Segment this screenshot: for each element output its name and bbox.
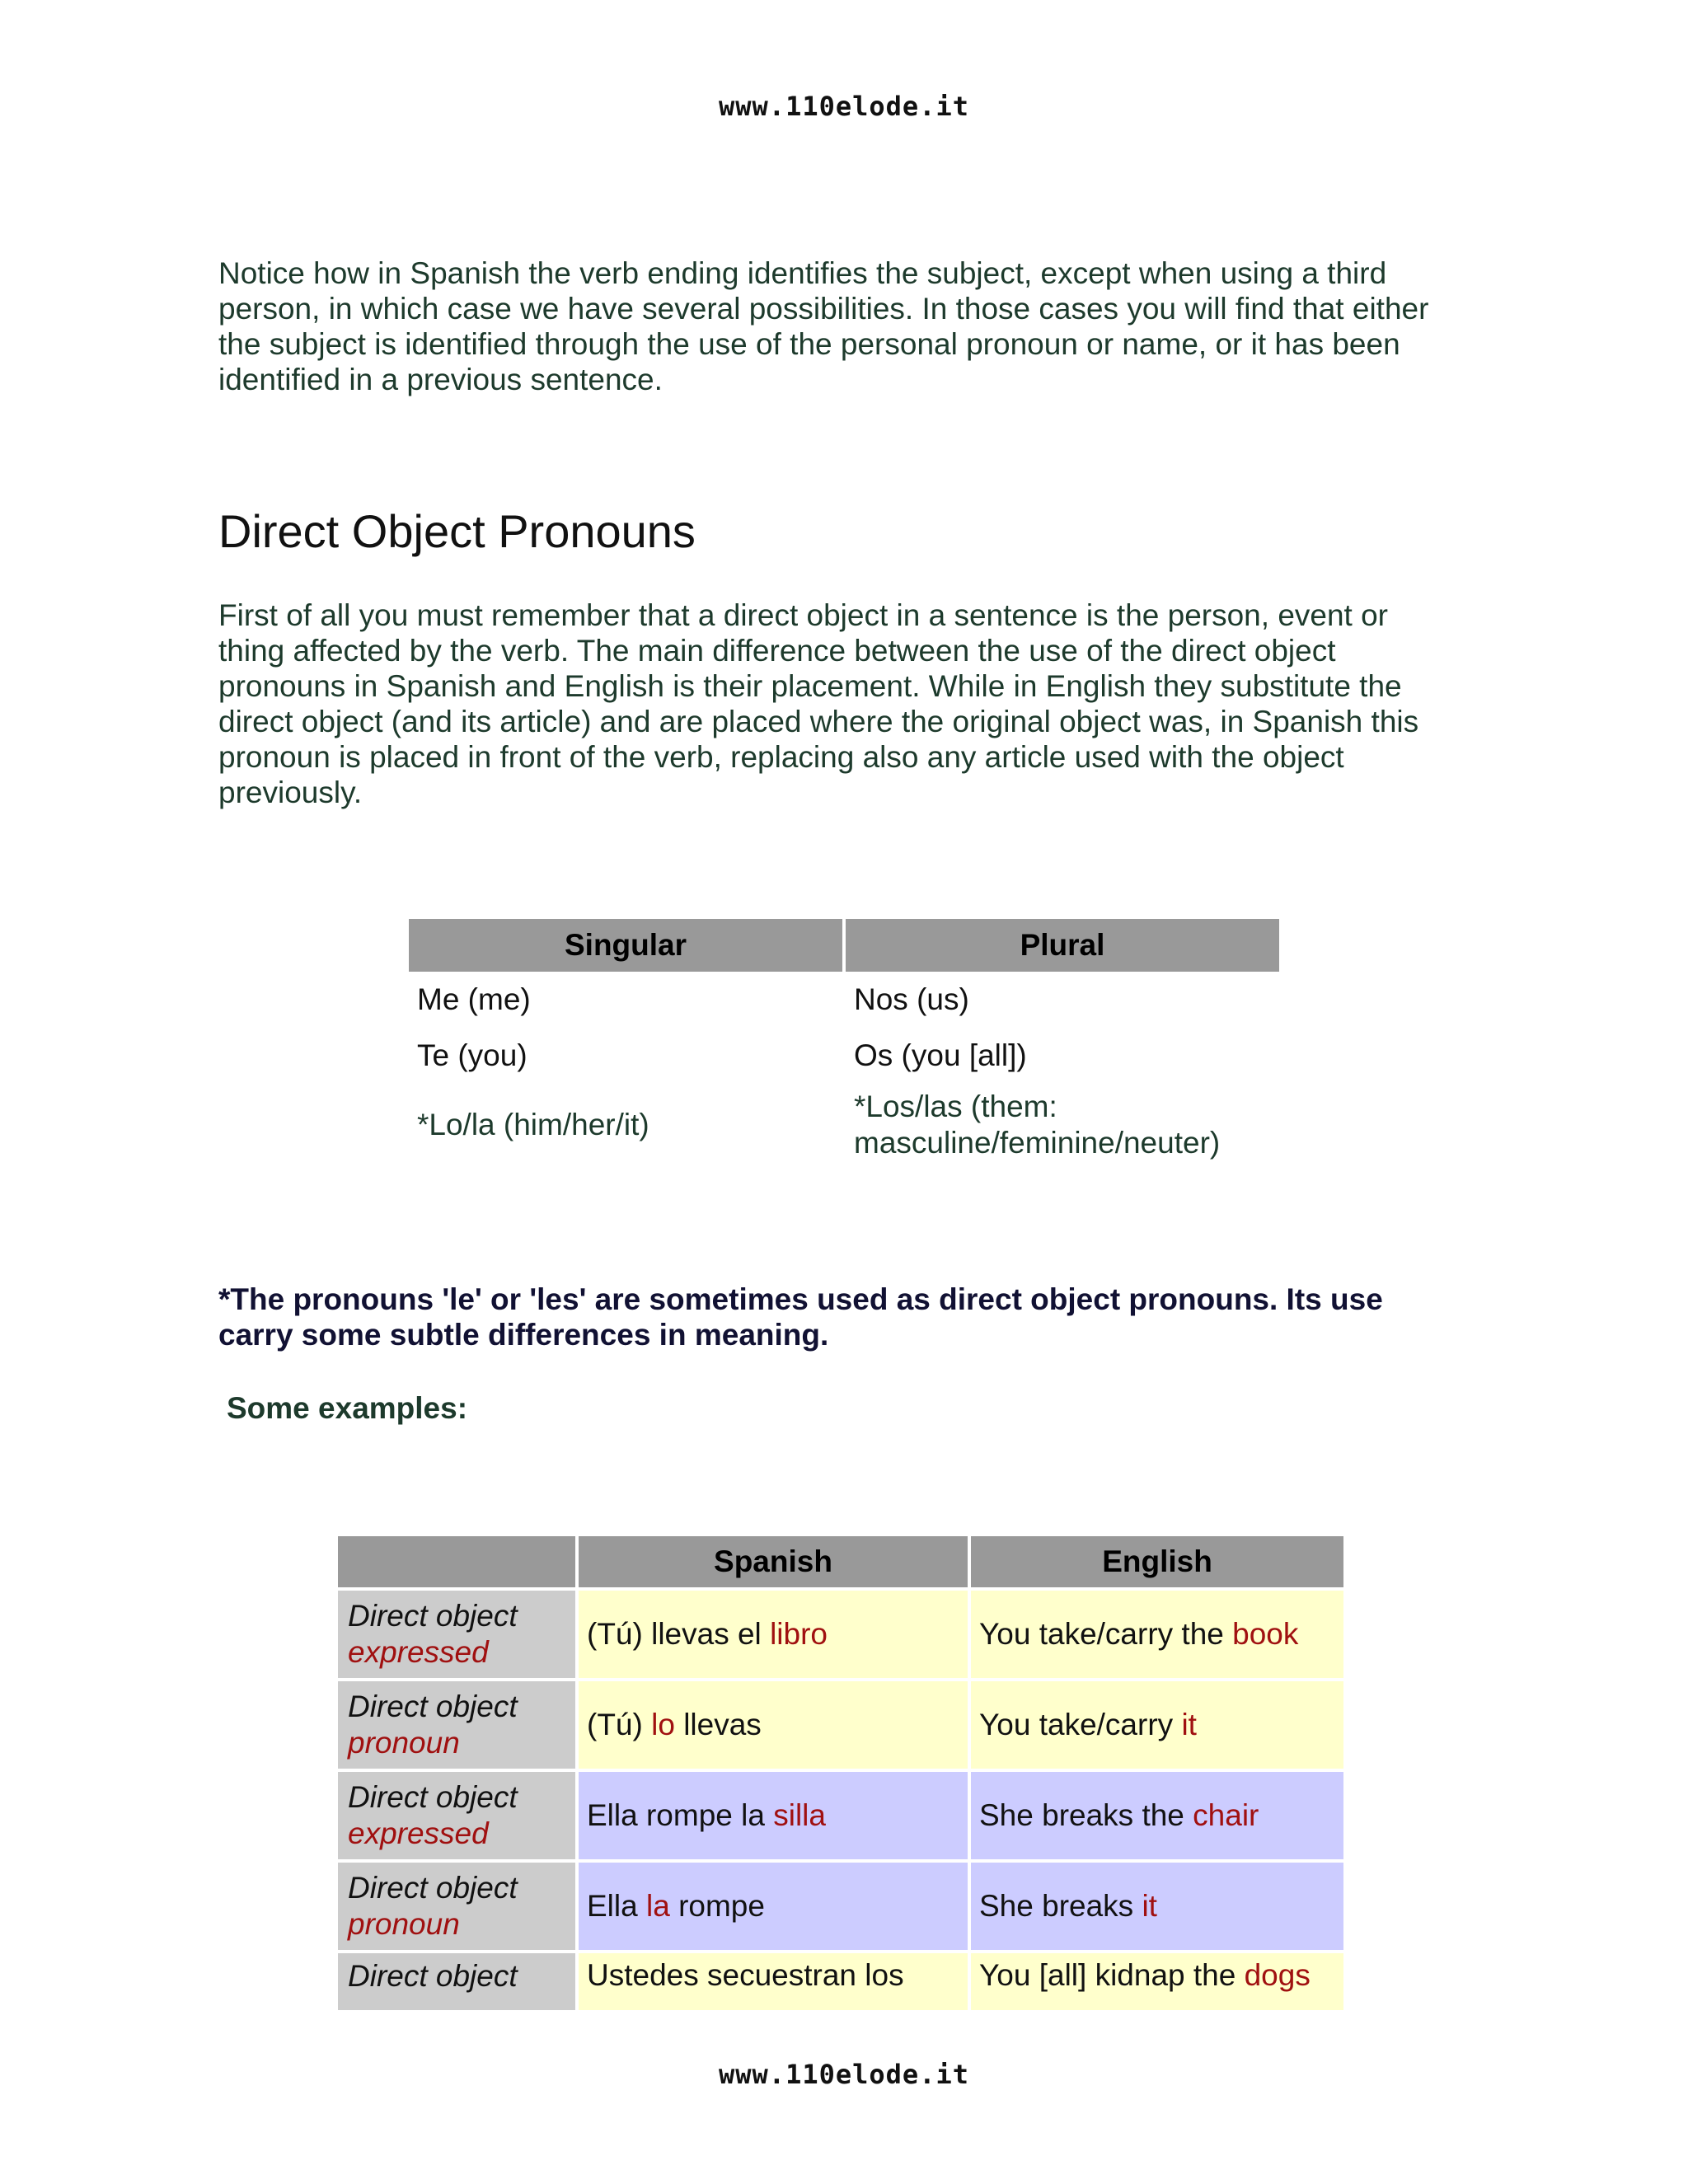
spanish-example: Ella la rompe [579, 1863, 968, 1950]
examples-table-container [338, 1536, 1352, 2010]
examples-table [338, 1536, 1347, 2010]
highlighted-word: libro [770, 1617, 828, 1651]
table-row [409, 1084, 1279, 1166]
row-label [338, 1591, 575, 1678]
highlighted-word: lo [651, 1708, 675, 1741]
row-label-type: Direct object [348, 1780, 518, 1814]
pronoun-plural: *Los/las (them: masculine/feminine/neuter) [854, 1090, 1221, 1160]
pronoun-plural: Os (you [all]) [854, 1038, 1027, 1072]
row-label-type: Direct object [348, 1871, 518, 1905]
site-footer-url: www.110elode.it [719, 2059, 969, 2090]
section-heading: Direct Object Pronouns [218, 505, 696, 557]
row-label [338, 1681, 575, 1769]
english-example: She breaks it [971, 1863, 1343, 1950]
intro-paragraph: Notice how in Spanish the verb ending identifies the subject, except when using a third person, in which case we have several possibilities. In those cases you will find that either the subject is identified through the use of the personal pronoun or name, or it has been identified in a previous sentence. [218, 256, 1429, 396]
pronoun-plural: Nos (us) [854, 982, 969, 1016]
highlighted-word: book [1232, 1617, 1299, 1651]
pronoun-singular: Me (me) [417, 982, 531, 1016]
table-row [409, 1028, 1279, 1084]
column-header-plural: Plural [846, 919, 1279, 972]
row-label [338, 1772, 575, 1859]
spanish-example: (Tú) llevas el libro [579, 1591, 968, 1678]
row-label [338, 1863, 575, 1950]
spanish-example: (Tú) lo llevas [579, 1681, 968, 1769]
row-label-type: Direct object [348, 1690, 518, 1723]
highlighted-word: chair [1193, 1798, 1259, 1832]
row-label-type: Direct object [348, 1959, 518, 1993]
table-row [338, 1953, 1343, 2010]
column-header-blank [338, 1536, 575, 1587]
le-les-note: *The pronouns 'le' or 'les' are sometimes used as direct object pronouns. Its use carry some subtle differences in meaning. [218, 1282, 1383, 1352]
highlighted-word: la [645, 1889, 670, 1923]
examples-label: Some examples: [227, 1391, 468, 1425]
row-label-kind: pronoun [348, 1726, 460, 1760]
row-label-type: Direct object [348, 1599, 518, 1633]
table-row [338, 1681, 1343, 1769]
spanish-example: Ustedes secuestran los [579, 1953, 968, 2010]
direct-object-paragraph: First of all you must remember that a direct object in a sentence is the person, event or thing affected by the verb. The main difference between the use of the direct object pronouns in Spanish and English is their placement. While in English they substitute the direct object (and its article) and are placed where the original object was, in Spanish this pronoun is placed in front of the verb, replacing also any article used with the object previously. [218, 598, 1419, 809]
site-header-url: www.110elode.it [719, 91, 969, 122]
table-row [338, 1772, 1343, 1859]
table-row [338, 1591, 1343, 1678]
pronoun-singular: *Lo/la (him/her/it) [417, 1108, 649, 1141]
highlighted-word: it [1142, 1889, 1157, 1923]
table-row [409, 972, 1279, 1028]
english-example: You take/carry it [971, 1681, 1343, 1769]
pronoun-table [406, 919, 1282, 1166]
column-header-singular: Singular [409, 919, 842, 972]
row-label-kind: pronoun [348, 1907, 460, 1941]
pronoun-singular: Te (you) [417, 1038, 528, 1072]
row-label-kind: expressed [348, 1816, 489, 1850]
row-label [338, 1953, 575, 2010]
spanish-example: Ella rompe la silla [579, 1772, 968, 1859]
english-example: She breaks the chair [971, 1772, 1343, 1859]
examples-header-row [338, 1536, 1343, 1587]
highlighted-word: it [1181, 1708, 1197, 1741]
english-example: You take/carry the book [971, 1591, 1343, 1678]
column-header-spanish: Spanish [579, 1536, 968, 1587]
row-label-kind: expressed [348, 1635, 489, 1669]
english-example: You [all] kidnap the dogs [971, 1953, 1343, 2010]
pronoun-table-header-row [409, 919, 1279, 972]
highlighted-word: dogs [1244, 1958, 1311, 1992]
highlighted-word: silla [773, 1798, 826, 1832]
column-header-english: English [971, 1536, 1343, 1587]
table-row [338, 1863, 1343, 1950]
